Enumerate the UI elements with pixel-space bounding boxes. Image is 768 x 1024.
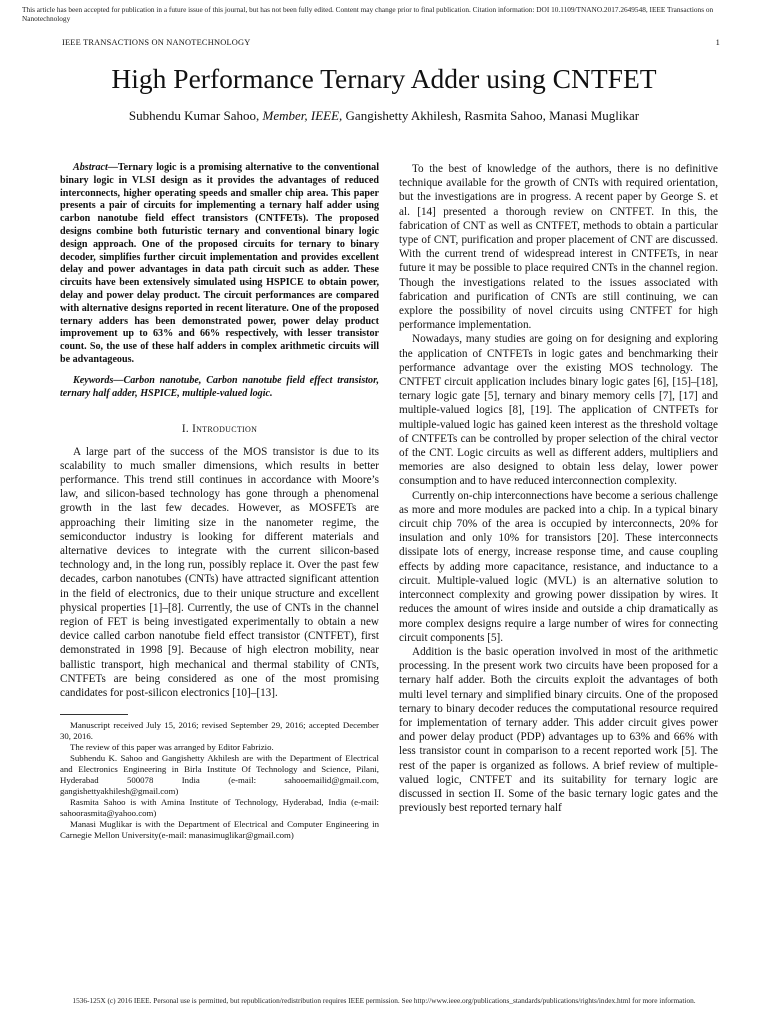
section-title: Introduction bbox=[192, 423, 258, 436]
abstract-text: —Ternary logic is a promising alternative to the conventional binary logic in VLSI design as it provides the advantages of reduced interconnects, higher operating speeds and smaller chip area. This paper presents a pair of circuits for implementing a ternary half adder using carbon nanotube field effect transistors (CNTFETs). The proposed designs combine both futuristic ternary and conventional binary logic design approach. One of the proposed circuits for ternary to binary decoder, simplifies further circuit implementation and provides excellent delay and power advantages in data path circuit such as adder. These circuits have been extensively simulated using HSPICE to obtain power, delay and power delay product. The circuit performances are compared with alternative designs reported in recent literature. One of the proposed ternary adders has been demonstrated power, power delay product improvement up to 63% and 66% respectively, with lesser transistor count. So, the use of these half adders in complex arithmetic circuits will be advantageous. bbox=[60, 162, 379, 365]
footnote-affiliation-2: Rasmita Sahoo is with Amina Institute of Technology, Hyderabad, India (e-mail: sahoorasmita@yahoo.com) bbox=[60, 797, 379, 819]
right-column bbox=[399, 162, 718, 815]
section-number: I. bbox=[181, 423, 193, 436]
running-header bbox=[62, 38, 720, 47]
abstract-lead: Abstract bbox=[73, 162, 108, 173]
abstract bbox=[60, 162, 379, 367]
footnote-affiliation-1: Subhendu K. Sahoo and Gangishetty Akhilesh are with the Department of Electrical and Electronics Engineering in Birla Institute Of Technology and Science, Pilani, Hyderabad 500078 India (e-mail: sahooemailid@gmail.com, gangishettyakhilesh@gmail.com) bbox=[60, 753, 379, 797]
body-paragraph: To the best of knowledge of the authors, there is no definitive technique available for the growth of CNTs with required orientation, but the investigations are in progress. A recent paper by George S. et al. [14] presented a thorough review on CNTFET. In this, the fabrication of CNT as well as CNTFET, methods to obtain a particular type of CNT, purification and proper placement of CNT are discussed. With the current trend of widespread interest in CNTFETs, in near future it may be possible to place required CNTs in the channel region. Though the investigations related to the issues associated with fabrication and purification of CNTs are still continuing, we can explore the possibility of novel circuits using CNTFET for high performance implementation. bbox=[399, 163, 718, 332]
copyright-notice: 1536-125X (c) 2016 IEEE. Personal use is permitted, but republication/redistribution requires IEEE permission. See http://www.ieee.org/publications_standards/publications/rights/index.html for more information. bbox=[72, 996, 696, 1005]
left-column bbox=[60, 162, 379, 841]
page-number: 1 bbox=[715, 38, 720, 47]
body-paragraph: Currently on-chip interconnections have become a serious challenge as more and more modules are packed into a chip. In a typical binary circuit chip 70% of the area is occupied by interconnects, 20% for insulation and only 10% for transistors [20]. These interconnects dissipate lots of energy, increase response time, and cause coupling effects by adding more capacitance, resistance, and inductance to a circuit. Multiple-valued logic (MVL) is an alternative solution to interconnect complexity and growing power dissipation by wires. It reduces the amount of wires inside and outside a chip dramatically as more complex designs require a large number of wires for connecting circuit components [5]. bbox=[399, 489, 718, 644]
section-heading-introduction bbox=[60, 422, 379, 436]
journal-name: IEEE TRANSACTIONS ON NANOTECHNOLOGY bbox=[62, 38, 251, 47]
body-paragraph: Addition is the basic operation involved in most of the arithmetic processing. In the present work two circuits have been proposed for a ternary half adder. Both the circuits exploit the advantages of both multi level ternary and simplified binary circuits. One of the proposed ternary to binary decoder reduces the computational resource required for implementation of ternary adder. This adder circuit gives power and power delay product (PDP) advantages up to 63% and 66% with less transistor count in comparison to a recent reported work [5]. The rest of the paper is organized as follows. A brief review of multiple-valued logic, CNTFET and its suitability for ternary logic are discussed in section II. Some of the basic ternary logic gates and the previously best reported ternary half bbox=[399, 645, 718, 815]
footnote-editor: The review of this paper was arranged by Editor Fabrizio. bbox=[70, 742, 274, 753]
author-others: Gangishetty Akhilesh, Rasmita Sahoo, Manasi Muglikar bbox=[342, 108, 640, 123]
body-paragraph: Nowadays, many studies are going on for designing and exploring the application of CNTFETs in logic gates and benchmarking their performance advantage over the existing MOS technology. The CNTFET circuit application includes binary logic gates [6], [15]–[18], ternary logic gate [5], ternary and binary memory cells [7], [17] and multiple-valued logics [8], [19]. The application of CNTFETs for multiple-valued logic has gained keen interest as the threshold voltage of CNTFETs can be controlled by proper selection of the chiral vector of the CNT. Logic circuits as well as different adders, multipliers and memories are also designed to obtain less delay, lower power consumption and to have reduced interconnection complexity. bbox=[399, 333, 718, 488]
footnote-affiliation-3: Manasi Muglikar is with the Department of Electrical and Computer Engineering in Carnegie Mellon University(e-mail: manasimuglikar@gmail.com) bbox=[60, 819, 379, 841]
author-first: Subhendu Kumar Sahoo, bbox=[128, 108, 263, 123]
author-membership: Member, IEEE, bbox=[262, 108, 343, 123]
intro-paragraph: A large part of the success of the MOS transistor is due to its scalability to much smaller dimensions, which results in better performance. This trend still continues in accordance with Moore’s law, and silicon-based technology has gone through a phenomenal growth in the last few decades. However, as MOSFETs are approaching their limiting size in the nanometer regime, the semiconductor industry is looking for different materials and alternative devices to integrate with the current silicon-based technology and, in the long run, possibly replace it. Over the past few decades, carbon nanotubes (CNTs) have attracted significant attention in the field of electronics, due to their unique structure and excellent physical properties [1]–[8]. Currently, the use of CNTs in the channel region of FET is being investigated experimentally to obtain a new device called carbon nanotube field effect transistor (CNTFET), first demonstrated in 1998 [9]. Because of high electron mobility, near ballistic transport, high mechanical and thermal stability of CNTs, CNTFETs are being considered as one of the most promising candidates for post-silicon electronics [10]–[13]. bbox=[60, 445, 379, 699]
author-list bbox=[0, 107, 768, 125]
keywords: Keywords—Carbon nanotube, Carbon nanotube field effect transistor, ternary half adder, HSPICE, multiple-valued logic. bbox=[60, 374, 379, 399]
footnote-manuscript: Manuscript received July 15, 2016; revised September 29, 2016; accepted December 30, 2016. bbox=[60, 720, 379, 742]
journal-notice: This article has been accepted for publication in a future issue of this journal, but has not been fully edited. Content may change prior to final publication. Citation information: DOI 10.1109/TNANO.2017.2649548, IEEE Transactions on Nanotechnology bbox=[22, 5, 714, 23]
footnote-divider bbox=[60, 714, 128, 715]
paper-title: High Performance Ternary Adder using CNTFET bbox=[111, 63, 657, 94]
